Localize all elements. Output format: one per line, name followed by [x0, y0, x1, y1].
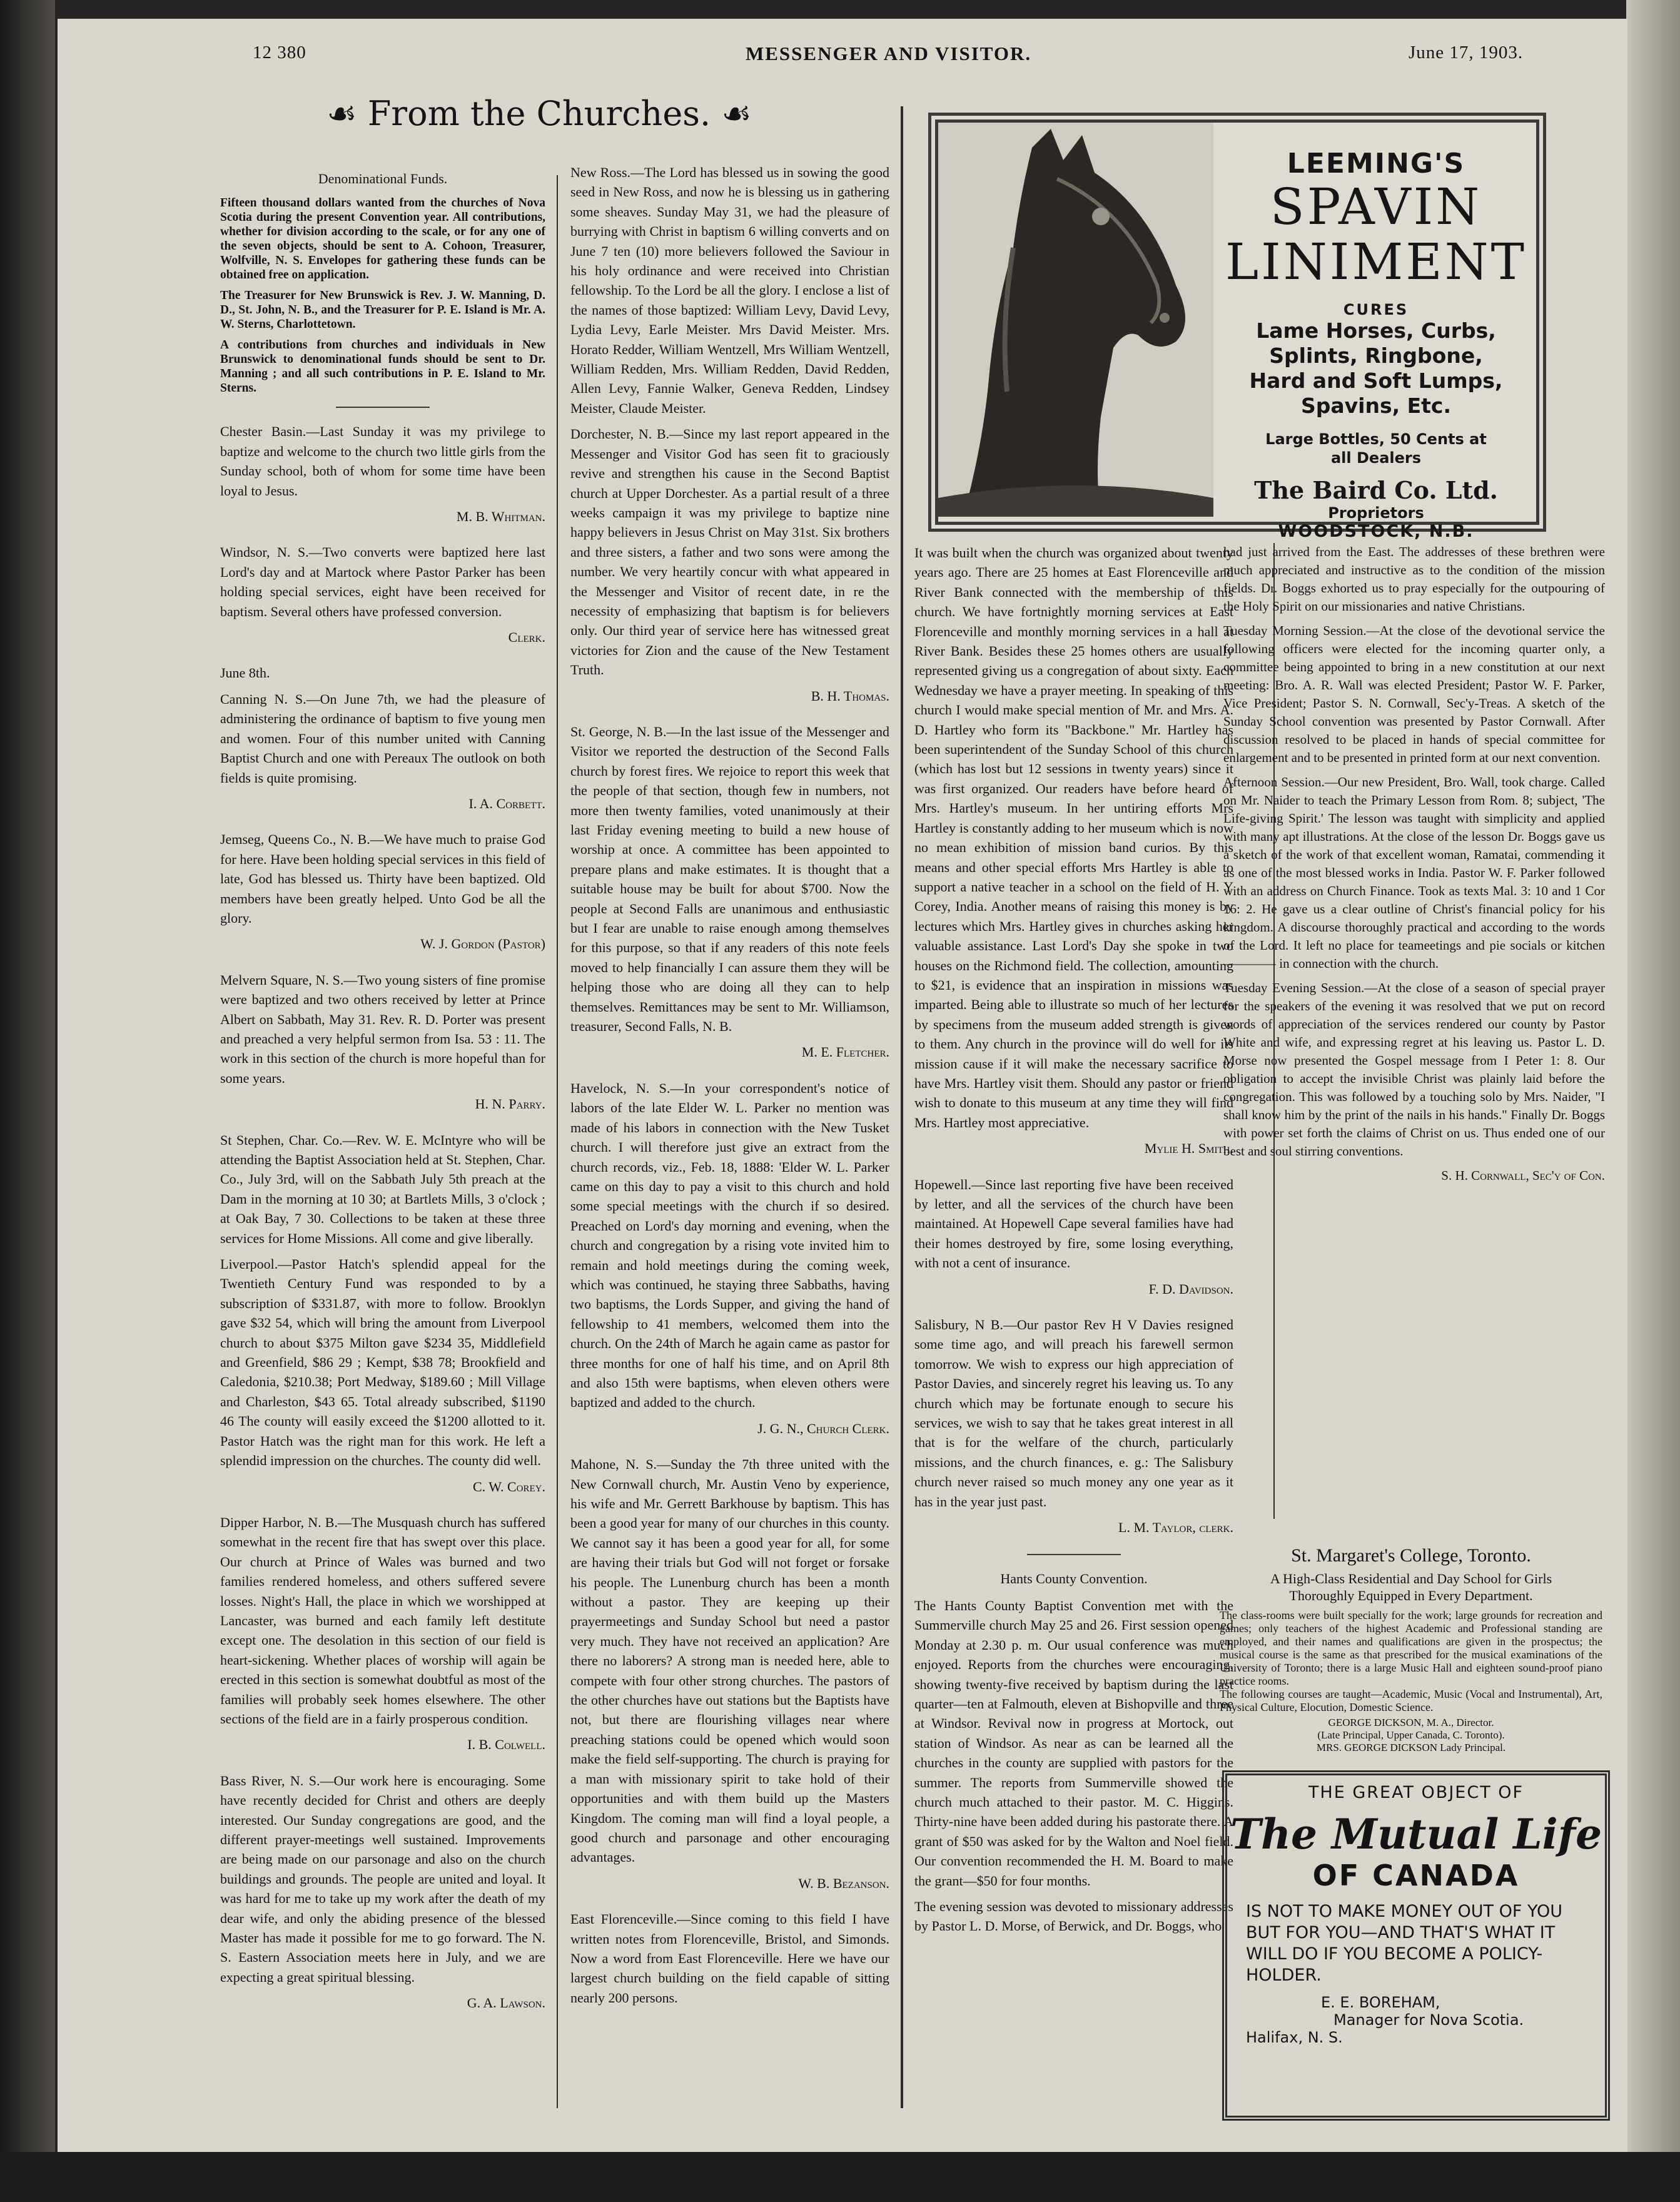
mutual-brand-line-2: OF CANADA [1312, 1859, 1520, 1892]
college-body: The class-rooms were built specially for the work; large grounds for recreation and games; only teachers of the highest Academic and Professional standing are employed, and their names and qualifications are given in the prospectus; the musical course is the same as that prescribed for the musical examinations of the University of Toronto; there is a large Music Hall and eighteen sound-proof piano practice rooms. [1220, 1609, 1602, 1687]
signature: M. B. Whitman. [456, 509, 545, 525]
signature: I. A. Corbett. [468, 795, 545, 811]
college-director: GEORGE DICKSON, M. A., Director. [1328, 1717, 1494, 1728]
scan-edge-right [1626, 0, 1680, 2202]
mutual-top: THE GREAT OBJECT OF [1308, 1783, 1524, 1802]
column-2 [570, 163, 889, 2014]
column-rule [901, 106, 903, 2108]
ad-city: WOODSTOCK, N.B. [1278, 522, 1474, 541]
divider [336, 407, 430, 408]
college-principal: MRS. GEORGE DICKSON Lady Principal. [1316, 1742, 1506, 1753]
college-subtitle: A High-Class Residential and Day School for Girls Thoroughly Equipped in Every Department. [1270, 1571, 1552, 1603]
report-date: June 8th. [220, 665, 270, 681]
report-east-florenceville: East Florenceville.—Since coming to this field I have written notes from Florenceville, Bristol, and Simonds. Now a word from East Florenceville. Here we have our largest church building on the field capable of sitting nearly 200 persons. [570, 1911, 889, 2006]
report-st-george: St. George, N. B.—In the last issue of the Messenger and Visitor we reported the destruction of the Second Falls church by forest fires. We rejoice to report this week that the people of that section, though few in numbers, not more then twenty families, voted unanimously at their last Friday evening meeting to build a new house of worship at once. A committee has been appointed to prepare plans and make estimates. It is thought that a suitable house may be built for about $700. Now the people at Second Falls are unanimous and enthusiastic but I fear are unable to raise enough among themselves for this purpose, so that if any readers of this note feels moved to help financially I can assure them they will be helping those who are doing all they can to help themselves. Remittances may be sent to Mr. Williamson, treasurer, Second Falls, N. B. [570, 723, 889, 1035]
ad-cures-list: Lame Horses, Curbs, Splints, Ringbone, Hard and Soft Lumps, Spavins, Etc. [1249, 318, 1503, 418]
signature: W. J. Gordon (Pastor) [420, 936, 545, 952]
signature: F. D. Davidson. [1148, 1281, 1233, 1297]
ad-brand-line: LEEMING'S [1287, 148, 1465, 180]
report-east-florenceville-cont: It was built when the church was organized about twenty years ago. There are 25 homes at East Florenceville and River Bank connected with the membership of this church. We have fortnightly morning services at East Florenceville and monthly morning services in a hall at River Bank. Besides these 25 homes others are usually represented giving us a congregation of about sixty. Each Wednesday we have a prayer meeting. In speaking of this church I would make special mention of Mr. and Mrs. A. D. Hartley who form its "Backbone." Mr. Hartley has been superintendent of the Sunday School of this church (which has lost but 12 sessions in twenty years) since it was first organized. Our readers have before heard of Mrs. Hartley's museum. In her untiring efforts Mrs Hartley is constantly adding to her museum which is now no mean exhibition of mission band curios. By this means and other special efforts Mrs Hartley is able to support a native teacher in a school on the field of H. Y Corey, India. Another means of raising this money is by lectures which Mrs. Hartley gives in churches asking her valuable assistance. Last Lord's Day she spoke in two houses on the Richmond field. The collection, amounting to $21, is evidence that an inspiration in missions was imparted. Being able to illustrate so much of her lectures by specimens from the museum added strength is given to them. Any church in the province will do well for its mission cause if it will make the necessary sacrifice to have Mrs. Hartley visit them. Should any pastor or friend wish to donate to this museum at any time they will find Mrs. Hartley most appreciative. [914, 545, 1233, 1130]
ad-proprietors: Proprietors [1328, 504, 1424, 522]
hants-title: Hants County Convention. [1000, 1570, 1148, 1586]
report-dipper-harbor: Dipper Harbor, N. B.—The Musquash church has suffered somewhat in the recent fire that has swept over this place. Our church at Prince of Wales was burned and two families rendered homeless, and others suffered severe losses. Night's Hall, the place in which we worshipped at Lancaster, was burned and each family left destitute except one. The desolation in this section of our field is heart-sickening. Whether places of worship will again be erected in this section is somewhat doubtful as most of the families will probably seek homes elsewhere. The other sections of the field are in a fairly prosperous condition. [220, 1514, 545, 1727]
funds-paragraph: Fifteen thousand dollars wanted from the churches of Nova Scotia during the present Convention year. All contributions, whether for division according to the scale, or for any one of the seven objects, should be sent to A. Cohoon, Treasurer, Wolfville, N. S. Envelopes for gathering these funds can be obtained free on application. [220, 196, 545, 282]
column-1 [220, 169, 545, 2029]
report-windsor: Windsor, N. S.—Two converts were baptized here last Lord's day and at Martock where Pastor Parker has been holding special services, eight have been received for baptism. Several others have professed conversion. [220, 544, 545, 619]
ad-price: Large Bottles, 50 Cents at all Dealers [1265, 430, 1487, 467]
report-liverpool: Liverpool.—Pastor Hatch's splendid appeal for the Twentieth Century Fund was responded to by a subscription of $331.87, with more to follow. Brooklyn gave $32 54, which will bring the amount from Liverpool church to about $375 Milton gave $234 35, Middlefield and Greenfield, $86 29 ; Kempt, $38 78; Brookfield and Caledonia, $210.38; Port Medway, $189.60 ; Mill Village and Charleston, $43 65. Total already subscribed, $1190 46 The county will easily exceed the $1200 allotted to it. Pastor Hatch was the right man for this work. He left a splendid impression on the churches. The county did well. [220, 1256, 545, 1469]
report-mahone: Mahone, N. S.—Sunday the 7th three united with the New Cornwall church, Mr. Austin Veno by experience, his wife and Mr. Gerrett Barkhouse by baptism. This has been a good year for many of our churches in this county. We cannot say it has been a good year for all, for some are having their trials but God will not forget or forsake his people. The Lunenburg church has been a month without a pastor. They are keeping up their prayermeetings and Sunday School but need a pastor very much. They have not received an application? Are there no laborers? A strong man is needed here, able to compete with four other strong churches. The pastors of the other churches have out stations but the Baptists have not, but there are flourishing villages near where preaching stations could be opened which would soon make the field self-supporting. The church is praying for a man with missionary spirit to take hold of their opportunities and with them build up the Masters Kingdom. The coming man will find a loyal people, a good church and parsonage and other encouraging advantages. [570, 1456, 889, 1865]
column-3 [914, 543, 1233, 1942]
signature: M. E. Fletcher. [801, 1044, 889, 1060]
divider [1027, 1554, 1121, 1555]
signature: Clerk. [508, 629, 545, 646]
afternoon-session: Afternoon Session.—Our new President, Bro. Wall, took charge. Called on Mr. Naider to teach the Primary Lesson from Rom. 8; subject, 'The Life-giving Spirit.' The lesson was taught with simplicity and applied with many apt illustrations. At the close of the lesson Dr. Boggs gave us a sketch of the work of that excellent woman, Ramatai, commending it as one of the most blessed works in India. Pastor W. F. Parker followed with an address on Church Finance. Took as texts Mal. 3: 10 and 1 Cor 16: 2. He gave us a clear outline of Christ's financial policy for his kingdom. A discourse thoroughly practical and according to the words of the Lord. It left no place for teameetings and pie socials or kitchen ———— in connection with the church. [1223, 774, 1605, 971]
section-title-text: From the Churches. [367, 94, 711, 133]
signature: Mylie H. Smith. [1144, 1140, 1233, 1157]
college-body: The following courses are taught—Academic, Music (Vocal and Instrumental), Art, Physical Culture, Elocution, Domestic Science. [1220, 1688, 1602, 1713]
funds-title: Denominational Funds. [318, 171, 448, 186]
ad-text [1213, 135, 1539, 541]
signature: W. B. Bezanson. [798, 1875, 889, 1891]
college-title: St. Margaret's College, Toronto. [1291, 1545, 1531, 1566]
mutual-body: IS NOT TO MAKE MONEY OUT OF YOU BUT FOR YOU—AND THAT'S WHAT IT WILL DO IF YOU BECOME A POLICY-HOLDER. [1246, 1902, 1563, 1985]
ad-product-line: LINIMENT [1225, 233, 1527, 291]
funds-paragraph: A contributions from churches and individuals in New Brunswick to denominational funds should be sent to Dr. Manning ; and all such contributions in P. E. Island to Mr. Sterns. [220, 338, 545, 395]
page-number: 12 380 [253, 43, 306, 63]
ad-product-line: SPAVIN [1270, 178, 1482, 236]
college-director-note: (Late Principal, Upper Canada, C. Toronto). [1317, 1729, 1505, 1741]
report-havelock: Havelock, N. S.—In your correspondent's notice of labors of the late Elder W. L. Parker no mention was made of his labors in connection with the New Tusket church. I will therefore just give an extract from the church records, viz., Feb. 18, 1888: 'Elder W. L. Parker came on this day to pay a visit to this church and hold some special meetings with the church if so desired. Preached on Lord's day morning and evening, when the church and congregation by a rising vote invited him to remain and hold meetings during the coming week, which was continued, he staying three Sabbaths, having two baptisms, the Lords Supper, and giving the hand of fellowship to 41 members, welcomed them into the church. On the 24th of March he again came as pastor for three months for one of half his time, and on April 8th and also 15th were baptisms, when eleven others were baptized and added to the church. [570, 1080, 889, 1411]
report-salisbury: Salisbury, N B.—Our pastor Rev H V Davies resigned some time ago, and will preach his farewell sermon tomorrow. We wish to express our high appreciation of Pastor Davies, and sincerely regret his leaving us. To any church which may be fortunate enough to secure his services, we wish to say that he takes great interest in all that is for the welfare of the church, particularly missions, and the church finances, e. g.: The Salisbury church never raised so much money any one year as it has in the year just past. [914, 1317, 1233, 1509]
ad-mutual-life [1222, 1770, 1610, 2121]
mutual-brand: The Mutual Life [1230, 1810, 1602, 1859]
mutual-manager-name: E. E. BOREHAM, [1321, 1994, 1440, 2011]
horse-head-illustration [938, 123, 1213, 517]
ad-cures-label: CURES [1343, 301, 1409, 318]
masthead-title: MESSENGER AND VISITOR. [746, 43, 1032, 64]
tuesday-evening-session: Tuesday Evening Session.—At the close of a season of special prayer for the speakers of the evening it was resolved that we put on record words of appreciation of the services rendered our county by Pastor White and wife, and expressing regret at his leaving us. Pastor L. D. Morse now presented the Gospel message from I Peter 1: 8. Our obligation to accept the invisible Christ was plainly laid before the congregation. This was followed by a touching solo by Mrs. Naider, "I shall know him by the print of the nails in his hands." Finally Dr. Boggs with power set forth the claims of Christ on us. Thus ended one of our best and soul stirring conventions. [1223, 980, 1605, 1159]
report-st-stephen: St Stephen, Char. Co.—Rev. W. E. McIntyre who will be attending the Baptist Association held at St. Stephen, Char. Co., July 3rd, will on the Sabbath July 5th preach at the Dam in the morning at 10 30; at Bartlets Mills, 3 o'clock ; at Oak Bay, 7 30. Collections to be taken at these three services for Home Missions. All come and give liberally. [220, 1132, 545, 1246]
report-bass-river: Bass River, N. S.—Our work here is encouraging. Some have recently decided for Christ and others are deeply interested. Our Sunday congregations are good, and the different prayer-meetings well sustained. Improvements are being made on our parsonage and also on the church buildings and grounds. The people are united and loyal. It was hard for me to take up my work after the death of my dear wife, and only the abiding presence of the blessed Master has made it possible for me to go forward. The N. S. Eastern Association meets here in July, and we are expecting a great spiritual blessing. [220, 1772, 545, 1985]
signature: H. N. Parry. [475, 1096, 545, 1112]
signature: C. W. Corey. [472, 1478, 545, 1494]
hants-report: The evening session was devoted to missionary addresses by Pastor L. D. Morse, of Berwick, and Dr. Boggs, who [914, 1899, 1233, 1934]
hants-report-cont: had just arrived from the East. The addresses of these brethren were much appreciated and instructive as to the condition of the mission fields. Dr. Boggs exhorted us to pray especially for the outpouring of the Holy Spirit on our missionaries and native Christians. [1223, 544, 1605, 614]
signature: L. M. Taylor, clerk. [1118, 1520, 1233, 1536]
report-new-ross: New Ross.—The Lord has blessed us in sowing the good seed in New Ross, and now he is blessing us in gathering some sheaves. Sunday May 31, we had the pleasure of burrying with Christ in baptism 6 willing converts and on June 7 ten (10) more believers followed the Saviour in his holy ordinance and were received into Christian fellowship. To the Lord be all the glory. I enclose a list of the names of those baptized: William Levy, David Levy, Lydia Levy, Earle Meister. Mrs David Meister. Mrs. Horato Redder, William Wentzell, Mrs William Wentzell, William Redden, Mrs. William Redden, David Redden, Allen Levy, Fannie Walker, Geneva Redden, Lindsey Meister, Claude Meister. [570, 165, 889, 416]
signature: G. A. Lawson. [467, 1995, 545, 2011]
ad-company: The Baird Co. Ltd. [1254, 476, 1498, 504]
signature: S. H. Cornwall, Sec'y of Con. [1441, 1168, 1605, 1183]
hants-report: The Hants County Baptist Convention met with the Summerville church May 25 and 26. First session opened Monday at 2.30 p. m. Our usual conference was much enjoyed. Reports from the churches were encouraging, showing twenty-five received by baptism during the last quarter—ten at Falmouth, eleven at Bishopville and three at Windsor. Revival now in progress at Mortock, out station of Windsor. As near as can be learned all the churches in the county are supplied with pastors for the summer. The reports from Summerville showed the church much attached to their pastor. M. C. Higgins. Thirty-nine have been added during his pastorate there. A grant of $50 was asked for by the Walton and Noel field. Our convention recommended the H. M. Board to make the grant—$50 for four months. [914, 1597, 1233, 1889]
mutual-manager-role: Manager for Nova Scotia. [1333, 2011, 1524, 2029]
scan-edge-left [0, 0, 55, 2202]
ad-leemings-spavin-liniment [928, 113, 1546, 541]
report-hopewell: Hopewell.—Since last reporting five have been received by letter, and all the services of the church have been maintained. At Hopewell Cape several families have had their homes destroyed by fire, some losing everything, with not a cent of insurance. [914, 1176, 1233, 1271]
scan-edge-bottom [0, 2152, 1680, 2202]
report-melvern: Melvern Square, N. S.—Two young sisters of fine promise were baptized and two others received by letter at Prince Albert on Sabbath, May 31. Rev. R. D. Porter was present and preached a very helpful sermon from Isa. 53 : 11. The work in this section of the church is more hopeful than for some years. [220, 972, 545, 1086]
newspaper-page [58, 19, 1627, 2152]
signature: I. B. Colwell. [467, 1737, 545, 1753]
report-canning: Canning N. S.—On June 7th, we had the pleasure of administering the ordinance of baptism to five young men and women. Four of this number united with Canning Baptist Church and one with Pereaux The outlook on both fields is quite promising. [220, 691, 545, 786]
ad-st-margarets-college [1220, 1545, 1602, 1754]
signature: B. H. Thomas. [811, 687, 889, 704]
report-chester: Chester Basin.—Last Sunday it was my privilege to baptize and welcome to the church two little girls from the Sunday school, both of whom for some time have been loyal to Jesus. [220, 424, 545, 499]
report-dorchester: Dorchester, N. B.—Since my last report appeared in the Messenger and Visitor God has seen fit to graciously revive and strengthen his cause in the Second Baptist church at Upper Dorchester. As a partial result of a three weeks campaign it was my privilege to baptize nine happy believers in Jesus Christ on May 31st. Six brothers and three sisters, a father and two sons were among the number. We very heartily concur with what appeared in the Messenger and Visitor of recent date, in re the necessity of emphasizing that baptism is for believers only. Our third year of service here has witnessed great victories for Zion and the cause of the New Testament Truth. [570, 426, 889, 678]
issue-date: June 17, 1903. [1409, 43, 1524, 63]
column-4 [1223, 543, 1605, 1201]
signature: J. G. N., Church Clerk. [757, 1420, 889, 1436]
section-title: ☙ From the Churches. ☙ [326, 94, 752, 133]
column-rule [557, 175, 558, 2108]
funds-paragraph: The Treasurer for New Brunswick is Rev. J. W. Manning, D. D., St. John, N. B., and the Treasurer for P. E. Island is Mr. A. W. Sterns, Charlottetown. [220, 289, 545, 332]
mutual-city: Halifax, N. S. [1246, 2029, 1343, 2046]
report-jemseg: Jemseg, Queens Co., N. B.—We have much to praise God for here. Have been holding special services in this field of late, God has blessed us. Thirty have been baptized. Old members have been greatly helped. Unto God be all the glory. [220, 831, 545, 926]
tuesday-morning-session: Tuesday Morning Session.—At the close of the devotional service the following officers were elected for the incoming quarter only, a committee being appointed to bring in a new constitution at our next meeting: Bro. A. R. Wall was elected President; Pastor W. F. Parker, Vice President; Pastor S. N. Cornwall, Sec'y-Treas. A sketch of the Sunday School convention was presented by Pastor Cornwall. After discussion resolved to be placed in hands of special committee for enlargement and to be presented in printed form at our next convention. [1223, 623, 1605, 765]
